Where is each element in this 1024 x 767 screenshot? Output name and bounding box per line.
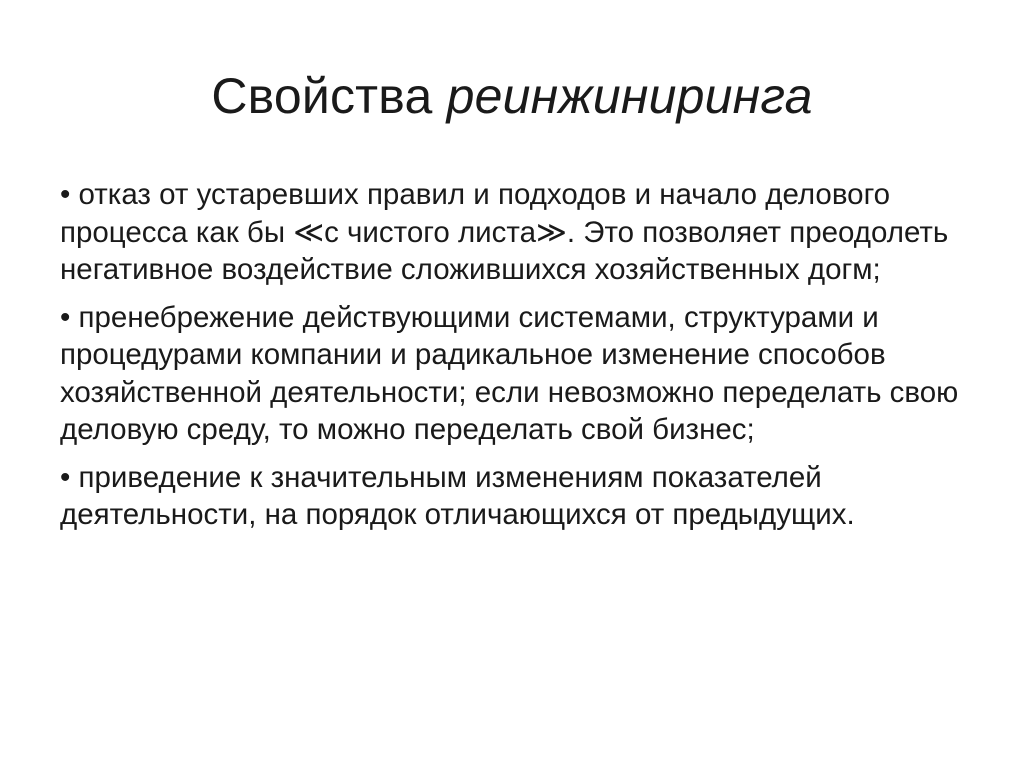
bullet-text: отказ от устаревших правил и подходов и начало делового процесса как бы ≪с чистого листа≫. Это позволяет преодолеть негативное воздействие сложившихся хозяйственных догм; <box>60 178 949 286</box>
bullet-text: пренебрежение действующими системами, структурами и процедурами компании и радикальное изменение способов хозяйственной деятельности; если невозможно переделать свою деловую среду, то можно переделать свой бизнес; <box>60 300 959 446</box>
slide-title <box>0 60 1024 132</box>
title-italic: реинжиниринга <box>446 68 813 124</box>
bullet-marker: • <box>60 300 71 334</box>
bullet-marker: • <box>60 460 71 494</box>
bullet-marker: • <box>60 178 71 211</box>
bullet-text: приведение к значительным изменениям показателей деятельности, на порядок отличающихся от предыдущих. <box>60 460 855 531</box>
bullet-item <box>60 299 980 449</box>
title-regular: Свойства <box>211 68 433 124</box>
bullet-list <box>60 176 980 544</box>
bullet-item <box>60 459 980 534</box>
bullet-item <box>60 176 980 289</box>
